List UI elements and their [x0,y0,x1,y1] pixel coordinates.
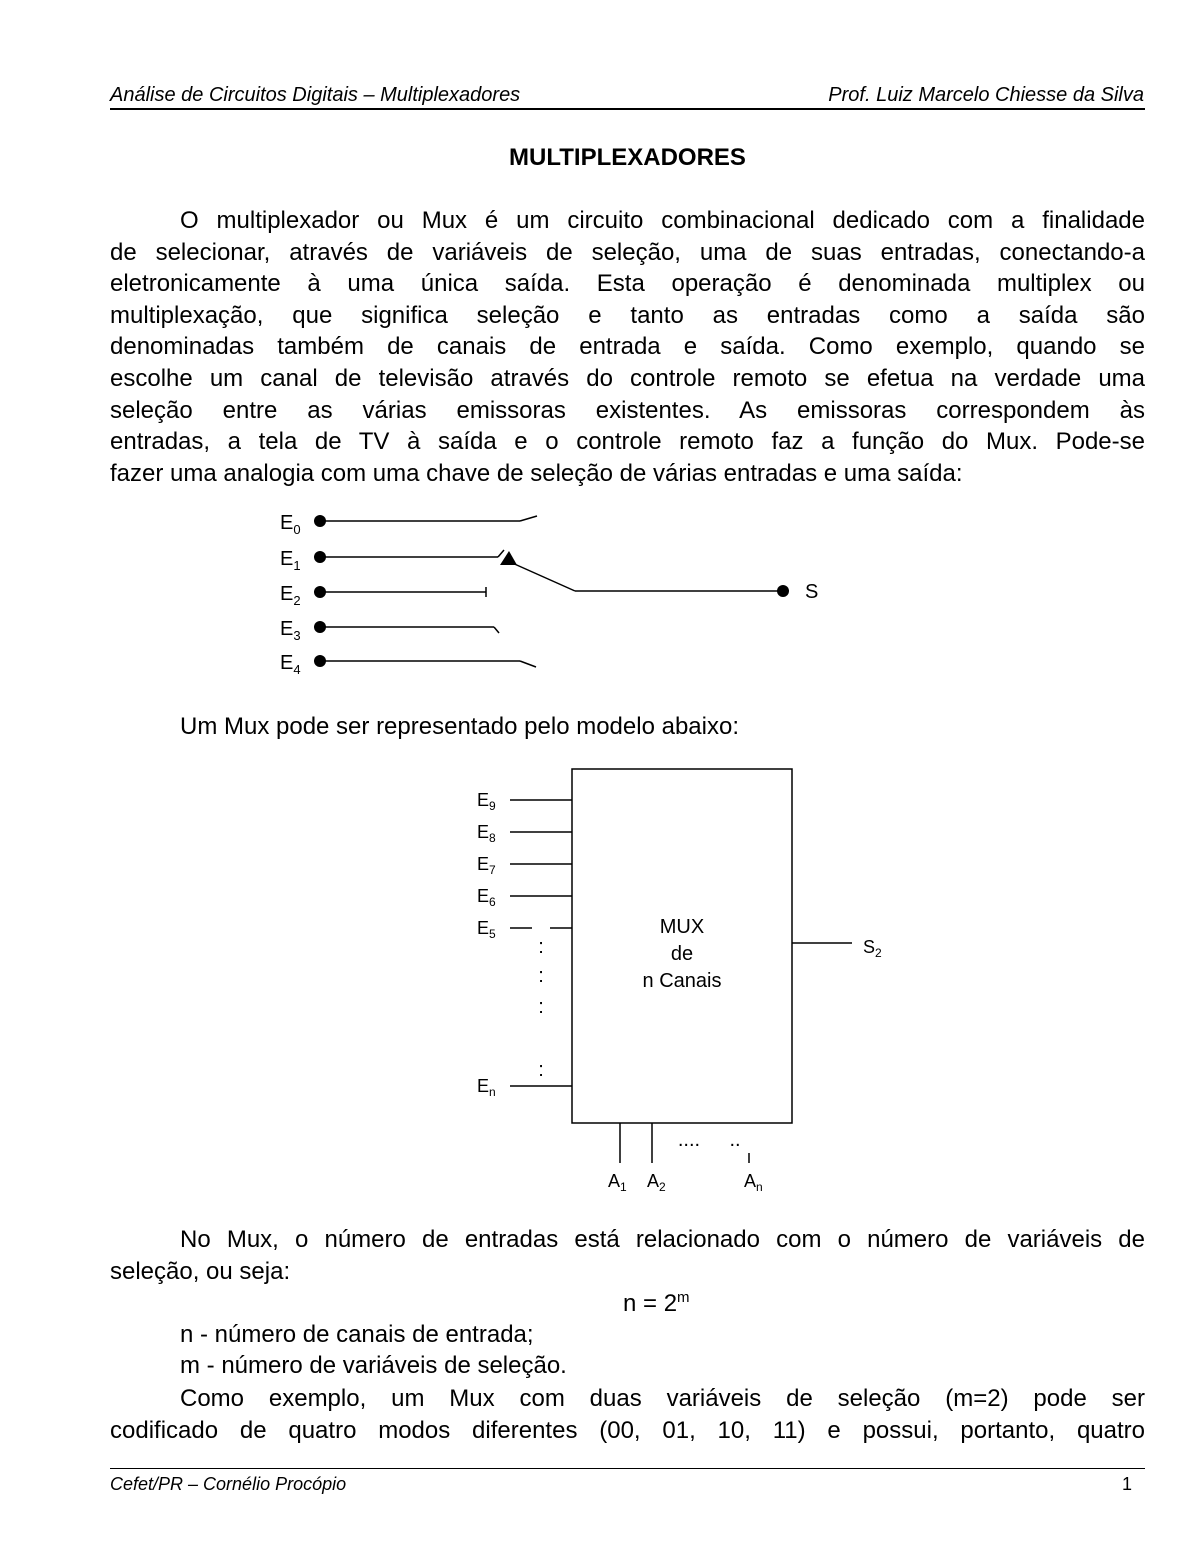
contact-e3 [494,627,499,633]
input-terminal [314,621,326,633]
contact-e1 [498,550,504,557]
mux-label-line3: n Canais [642,970,722,992]
definition-n: n - número de canais de entrada; [180,1321,534,1348]
label-e7: $E_7$ [477,854,496,877]
input-terminal [314,515,326,527]
text-line: entradas, a tela de TV à saída e o controle remoto faz a função do Mux. Pode-se [110,428,1145,456]
output-terminal [777,585,789,597]
text-line: de selecionar, através de variáveis de seleção, uma de suas entradas, conectando-a [110,238,1145,266]
text-line: multiplexação, que significa seleção e tanto as entradas como a saída são [110,301,1145,329]
label-a1: $A_1$ [608,1171,627,1194]
text-line: codificado de quatro modos diferentes (00, 01, 10, 11) e possui, portanto, quatro [110,1416,1145,1444]
label-s: S [805,581,819,603]
input-terminal [314,586,326,598]
text-line: Como exemplo, um Mux com duas variáveis de seleção (m=2) pode ser [180,1385,1145,1412]
text-line: seleção entre as várias emissoras existentes. As emissoras correspondem às [110,396,1145,424]
select-dots-short: .. [729,1129,741,1151]
model-intro: Um Mux pode ser representado pelo modelo abaixo: [180,713,739,740]
intro-paragraph [110,205,1145,489]
page-number: 1 [1121,1474,1132,1494]
text-line: O multiplexador ou Mux é um circuito combinacional dedicado com a finalidade [180,207,1145,234]
input-terminal [314,655,326,667]
label-e4: $E_4$ [280,652,301,677]
label-en: $E_n$ [477,1076,496,1099]
mux-label-line2: de [670,943,694,965]
mux-diagram [460,760,910,1200]
label-e0: $E_0$ [280,512,301,537]
definition-m: m - número de variáveis de seleção. [180,1352,567,1379]
vdots-3: : [538,996,544,1018]
formula: $n = 2^m$ [623,1289,690,1317]
switch-diagram [270,505,870,680]
label-e8: $E_8$ [477,822,496,845]
label-an: $A_n$ [744,1171,763,1194]
input-terminal [314,551,326,563]
label-e1: $E_1$ [280,548,301,573]
vdots-2: : [538,965,544,987]
switch-pivot [500,551,517,565]
text-line: fazer uma analogia com uma chave de seleção de várias entradas e uma saída: [110,459,963,487]
text-line: seleção, ou seja: [110,1257,291,1285]
text-line: denominadas também de canais de entrada e saída. Como exemplo, quando se [110,333,1145,361]
switch-arm [510,562,575,591]
label-a2: $A_2$ [647,1171,666,1194]
label-e9: $E_9$ [477,790,496,813]
page-title: MULTIPLEXADORES [509,144,746,171]
text-line: eletronicamente à uma única saída. Esta operação é denominada multiplex ou [110,270,1145,298]
label-e3: $E_3$ [280,618,301,643]
footer-left: Cefet/PR – Cornélio Procópio [110,1474,347,1494]
paragraph-2 [110,1224,1145,1287]
select-dots-long: .... [677,1129,701,1151]
text-line: escolhe um canal de televisão através do controle remoto se efetua na verdade uma [110,364,1145,392]
label-e6: $E_6$ [477,886,496,909]
mux-label-line1: MUX [659,916,705,938]
text-line: No Mux, o número de entradas está relacionado com o número de variáveis de [180,1226,1145,1253]
vdots-1: : [538,936,544,958]
contact-e0 [520,516,537,521]
header-left: Análise de Circuitos Digitais – Multiplexadores [110,84,521,106]
label-e2: $E_2$ [280,583,301,608]
contact-e4 [520,661,536,667]
footer-rule [110,1468,1145,1469]
label-e5: $E_5$ [477,918,496,941]
paragraph-3 [110,1383,1145,1446]
label-s2: $S_2$ [863,937,882,960]
vdots-4: : [538,1059,544,1081]
header-rule [110,108,1145,110]
header-right: Prof. Luiz Marcelo Chiesse da Silva [828,84,1144,106]
